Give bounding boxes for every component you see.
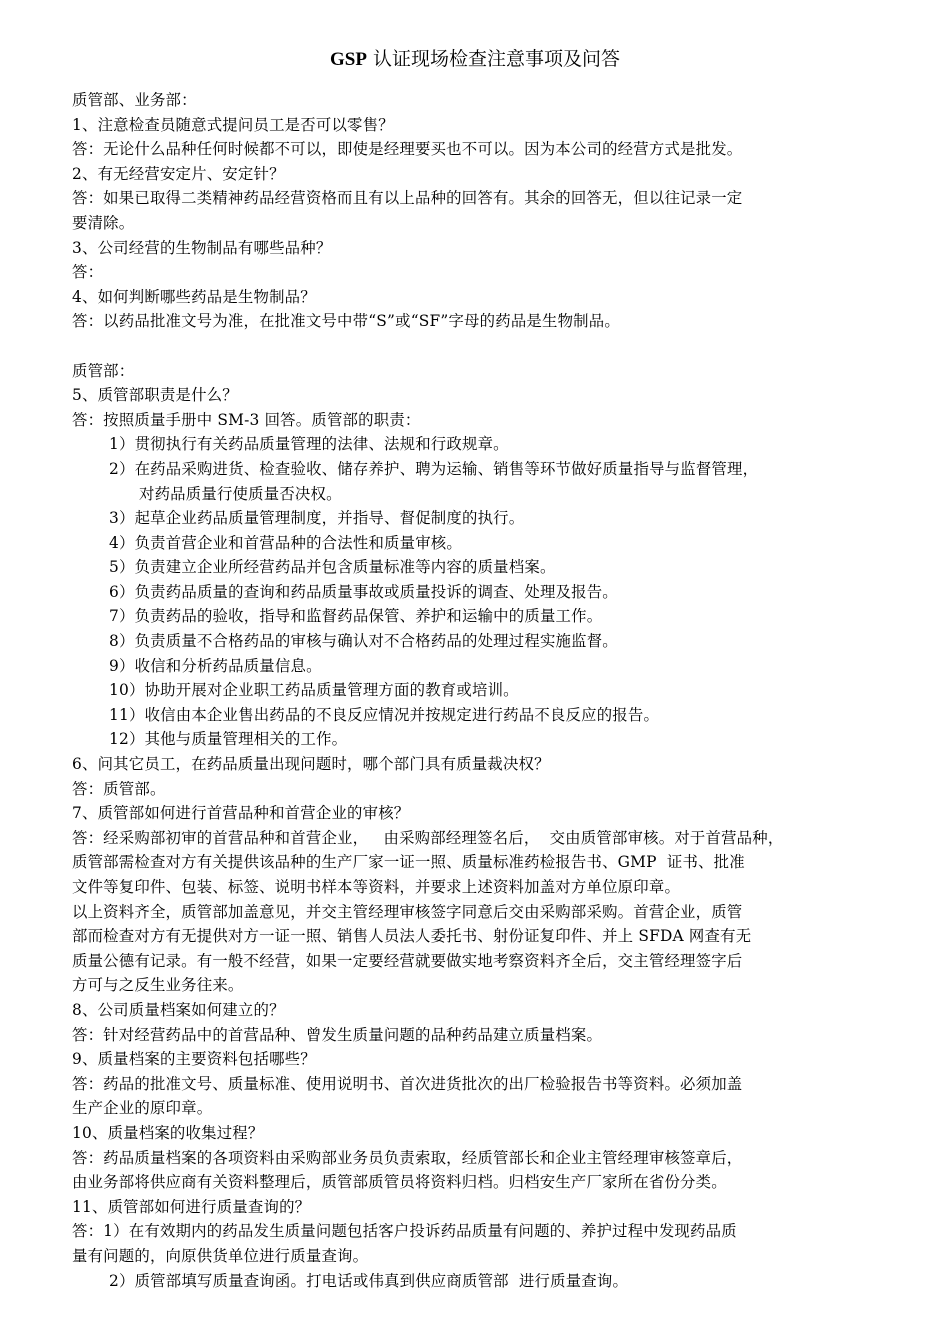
answer-continued: 质量公德有记录。有一般不经营，如果一定要经营就要做实地考察资料齐全后，交主管经理签字后 — [72, 951, 743, 970]
duty-item-continued: 对药品质量行使质量否决权。 — [139, 484, 342, 503]
question: 3、公司经营的生物制品有哪些品种？ — [72, 238, 332, 257]
section-header: 质管部、业务部： — [72, 91, 197, 109]
duty-item: 12）其他与质量管理相关的工作。 — [109, 730, 348, 749]
answer: 答：1）在有效期内的药品发生质量问题包括客户投诉药品质量有问题的、养护过程中发现药品质 — [72, 1222, 737, 1241]
duty-item: 1）贯彻执行有关药品质量管理的法律、法规和行政规章。 — [109, 435, 509, 454]
answer-continued: 方可与之反生业务往来。 — [72, 976, 244, 995]
duty-item: 8）负责质量不合格药品的审核与确认对不合格药品的处理过程实施监督。 — [109, 632, 618, 651]
blank-line — [72, 334, 894, 359]
section-header: 质管部： — [72, 361, 135, 380]
answer: 答：药品的批准文号、质量标准、使用说明书、首次进货批次的出厂检验报告书等资料。必须加盖 — [72, 1074, 743, 1093]
answer: 答：质管部。 — [72, 779, 166, 798]
question: 9、质量档案的主要资料包括哪些？ — [72, 1050, 316, 1069]
answer: 答：以药品批准文号为准，在批准文号中带“S”或“SF”字母的药品是生物制品。 — [72, 312, 620, 331]
answer: 答：按照质量手册中 SM-3 回答。质管部的职责： — [72, 410, 421, 429]
duty-item: 3）起草企业药品质量管理制度，并指导、督促制度的执行。 — [109, 509, 525, 528]
answer: 答：经采购部初审的首营品种和首营企业， 由采购部经理签名后， 交由质管部审核。对于首营品种， — [72, 828, 784, 847]
question: 2、有无经营安定片、安定针？ — [72, 164, 285, 183]
duty-item: 6）负责药品质量的查询和药品质量事故或质量投诉的调查、处理及报告。 — [109, 582, 618, 601]
question: 1、注意检查员随意式提问员工是否可以零售？ — [72, 115, 394, 134]
answer-continued: 质管部需检查对方有关提供该品种的生产厂家一证一照、质量标准药检报告书、GMP 证书、批准 — [72, 853, 745, 872]
title-prefix: GSP — [330, 49, 367, 70]
duty-item: 4）负责首营企业和首营品种的合法性和质量审核。 — [109, 533, 462, 552]
answer: 答：针对经营药品中的首营品种、曾发生质量问题的品种药品建立质量档案。 — [72, 1025, 603, 1044]
answer-sub-item: 2）质管部填写质量查询函。打电话或伟真到供应商质管部 进行质量查询。 — [109, 1271, 629, 1290]
answer-continued: 以上资料齐全，质管部加盖意见，并交主管经理审核签字同意后交由采购部采购。首营企业，质管 — [72, 902, 743, 921]
answer: 答：药品质量档案的各项资料由采购部业务员负责索取，经质管部长和企业主管经理审核签章后， — [72, 1148, 743, 1167]
answer: 答：无论什么品种任何时候都不可以，即使是经理要买也不可以。因为本公司的经营方式是批发。 — [72, 140, 743, 159]
title-text: 认证现场检查注意事项及问答 — [366, 48, 620, 70]
answer-continued: 生产企业的原印章。 — [72, 1099, 213, 1118]
question: 4、如何判断哪些药品是生物制品？ — [72, 287, 316, 306]
page-title — [0, 44, 950, 71]
answer-continued: 部而检查对方有无提供对方一证一照、销售人员法人委托书、射份证复印件、并上 SFDA 网查有无 — [72, 927, 752, 946]
answer-continued: 由业务部将供应商有关资料整理后，质管部质管员将资料归档。归档安生产厂家所在省份分类。 — [72, 1173, 727, 1192]
duty-item: 2）在药品采购进货、检查验收、储存养护、聘为运输、销售等环节做好质量指导与监督管理， — [109, 459, 759, 478]
question: 6、问其它员工，在药品质量出现问题时，哪个部门具有质量裁决权？ — [72, 755, 550, 774]
duty-item: 5）负责建立企业所经营药品并包含质量标准等内容的质量档案。 — [109, 558, 556, 577]
answer: 答： — [72, 263, 104, 282]
document-body — [72, 88, 894, 1293]
question: 8、公司质量档案如何建立的？ — [72, 1000, 285, 1019]
duty-item: 7）负责药品的验收，指导和监督药品保管、养护和运输中的质量工作。 — [109, 607, 603, 626]
question: 5、质管部职责是什么？ — [72, 386, 238, 405]
duty-item: 9）收信和分析药品质量信息。 — [109, 656, 322, 675]
answer: 答：如果已取得二类精神药品经营资格而且有以上品种的回答有。其余的回答无，但以往记录一定 — [72, 189, 743, 208]
answer-continued: 要清除。 — [72, 213, 135, 232]
answer-continued: 量有问题的，向原供货单位进行质量查询。 — [72, 1246, 369, 1265]
duty-item: 11）收信由本企业售出药品的不良反应情况并按规定进行药品不良反应的报告。 — [109, 705, 660, 724]
question: 10、质量档案的收集过程？ — [72, 1123, 264, 1142]
answer-continued: 文件等复印件、包装、标签、说明书样本等资料，并要求上述资料加盖对方单位原印章。 — [72, 878, 681, 896]
question: 7、质管部如何进行首营品种和首营企业的审核？ — [72, 804, 410, 823]
question: 11、质管部如何进行质量查询的？ — [72, 1197, 311, 1216]
duty-item: 10）协助开展对企业职工药品质量管理方面的教育或培训。 — [109, 681, 519, 700]
